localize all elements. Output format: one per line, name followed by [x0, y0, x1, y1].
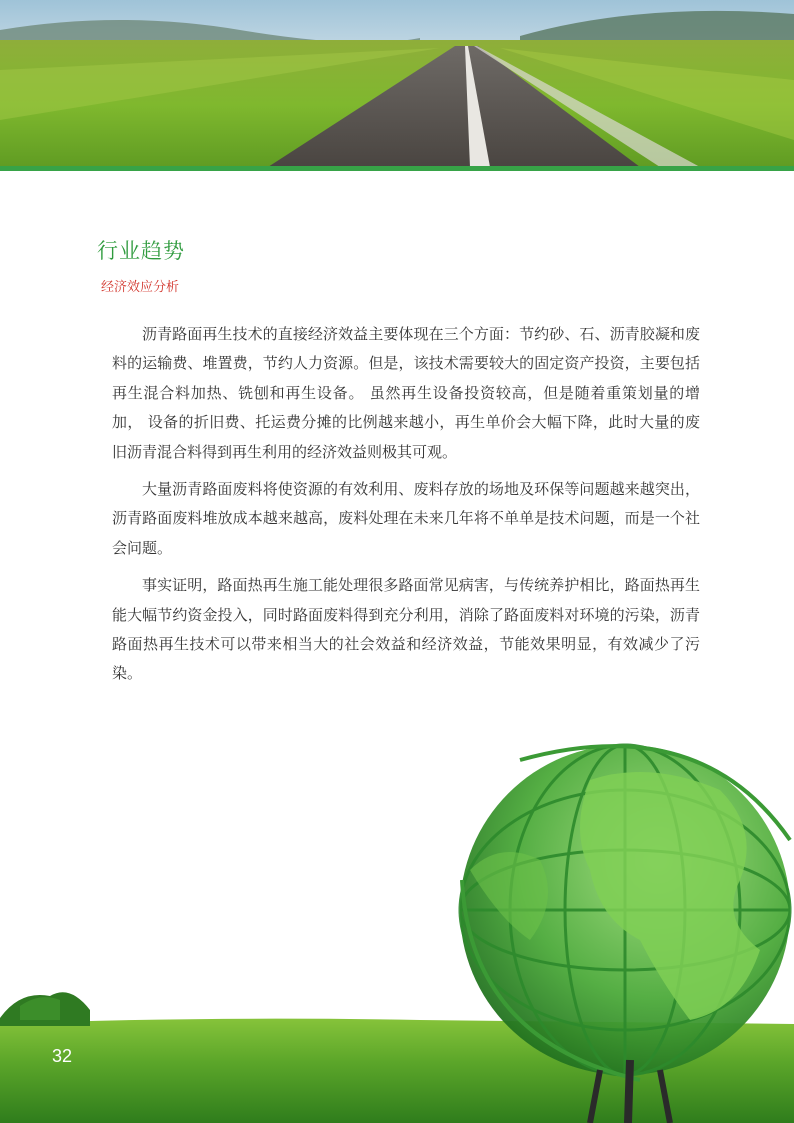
- paragraph: 大量沥青路面废料将使资源的有效利用、废料存放的场地及环保等问题越来越突出，沥青路面废料堆放成本越来越高，废料处理在未来几年将不单单是技术问题，而是一个社会问题。: [112, 480, 700, 557]
- footer-globe-illustration: [0, 720, 794, 1123]
- paragraph: 沥青路面再生技术的直接经济效益主要体现在三个方面：节约砂、石、沥青胶凝和废料的运输费、堆置费，节约人力资源。但是，该技术需要较大的固定资产投资，主要包括再生混合料加热、铣刨和再生设备。 虽然再生设备投资较高，但是随着重策划量的增加， 设备的折旧费、托运费分摊的比例越来越小，再生单价会大幅下降，此时大量的废旧沥青混合料得到再生利用的经济效益则极其可观。: [112, 325, 700, 461]
- section-subtitle: 经济效应分析: [101, 280, 180, 295]
- section-title: 行业趋势: [97, 239, 185, 263]
- body-text: [112, 320, 700, 697]
- header-road-image: [0, 0, 794, 171]
- paragraph: 事实证明，路面热再生施工能处理很多路面常见病害，与传统养护相比，路面热再生能大幅节约资金投入，同时路面废料得到充分利用，消除了路面废料对环境的污染，沥青路面热再生技术可以带来相当大的社会效益和经济效益，节能效果明显，有效减少了污染。: [112, 576, 700, 683]
- page-number: 32: [52, 1046, 73, 1066]
